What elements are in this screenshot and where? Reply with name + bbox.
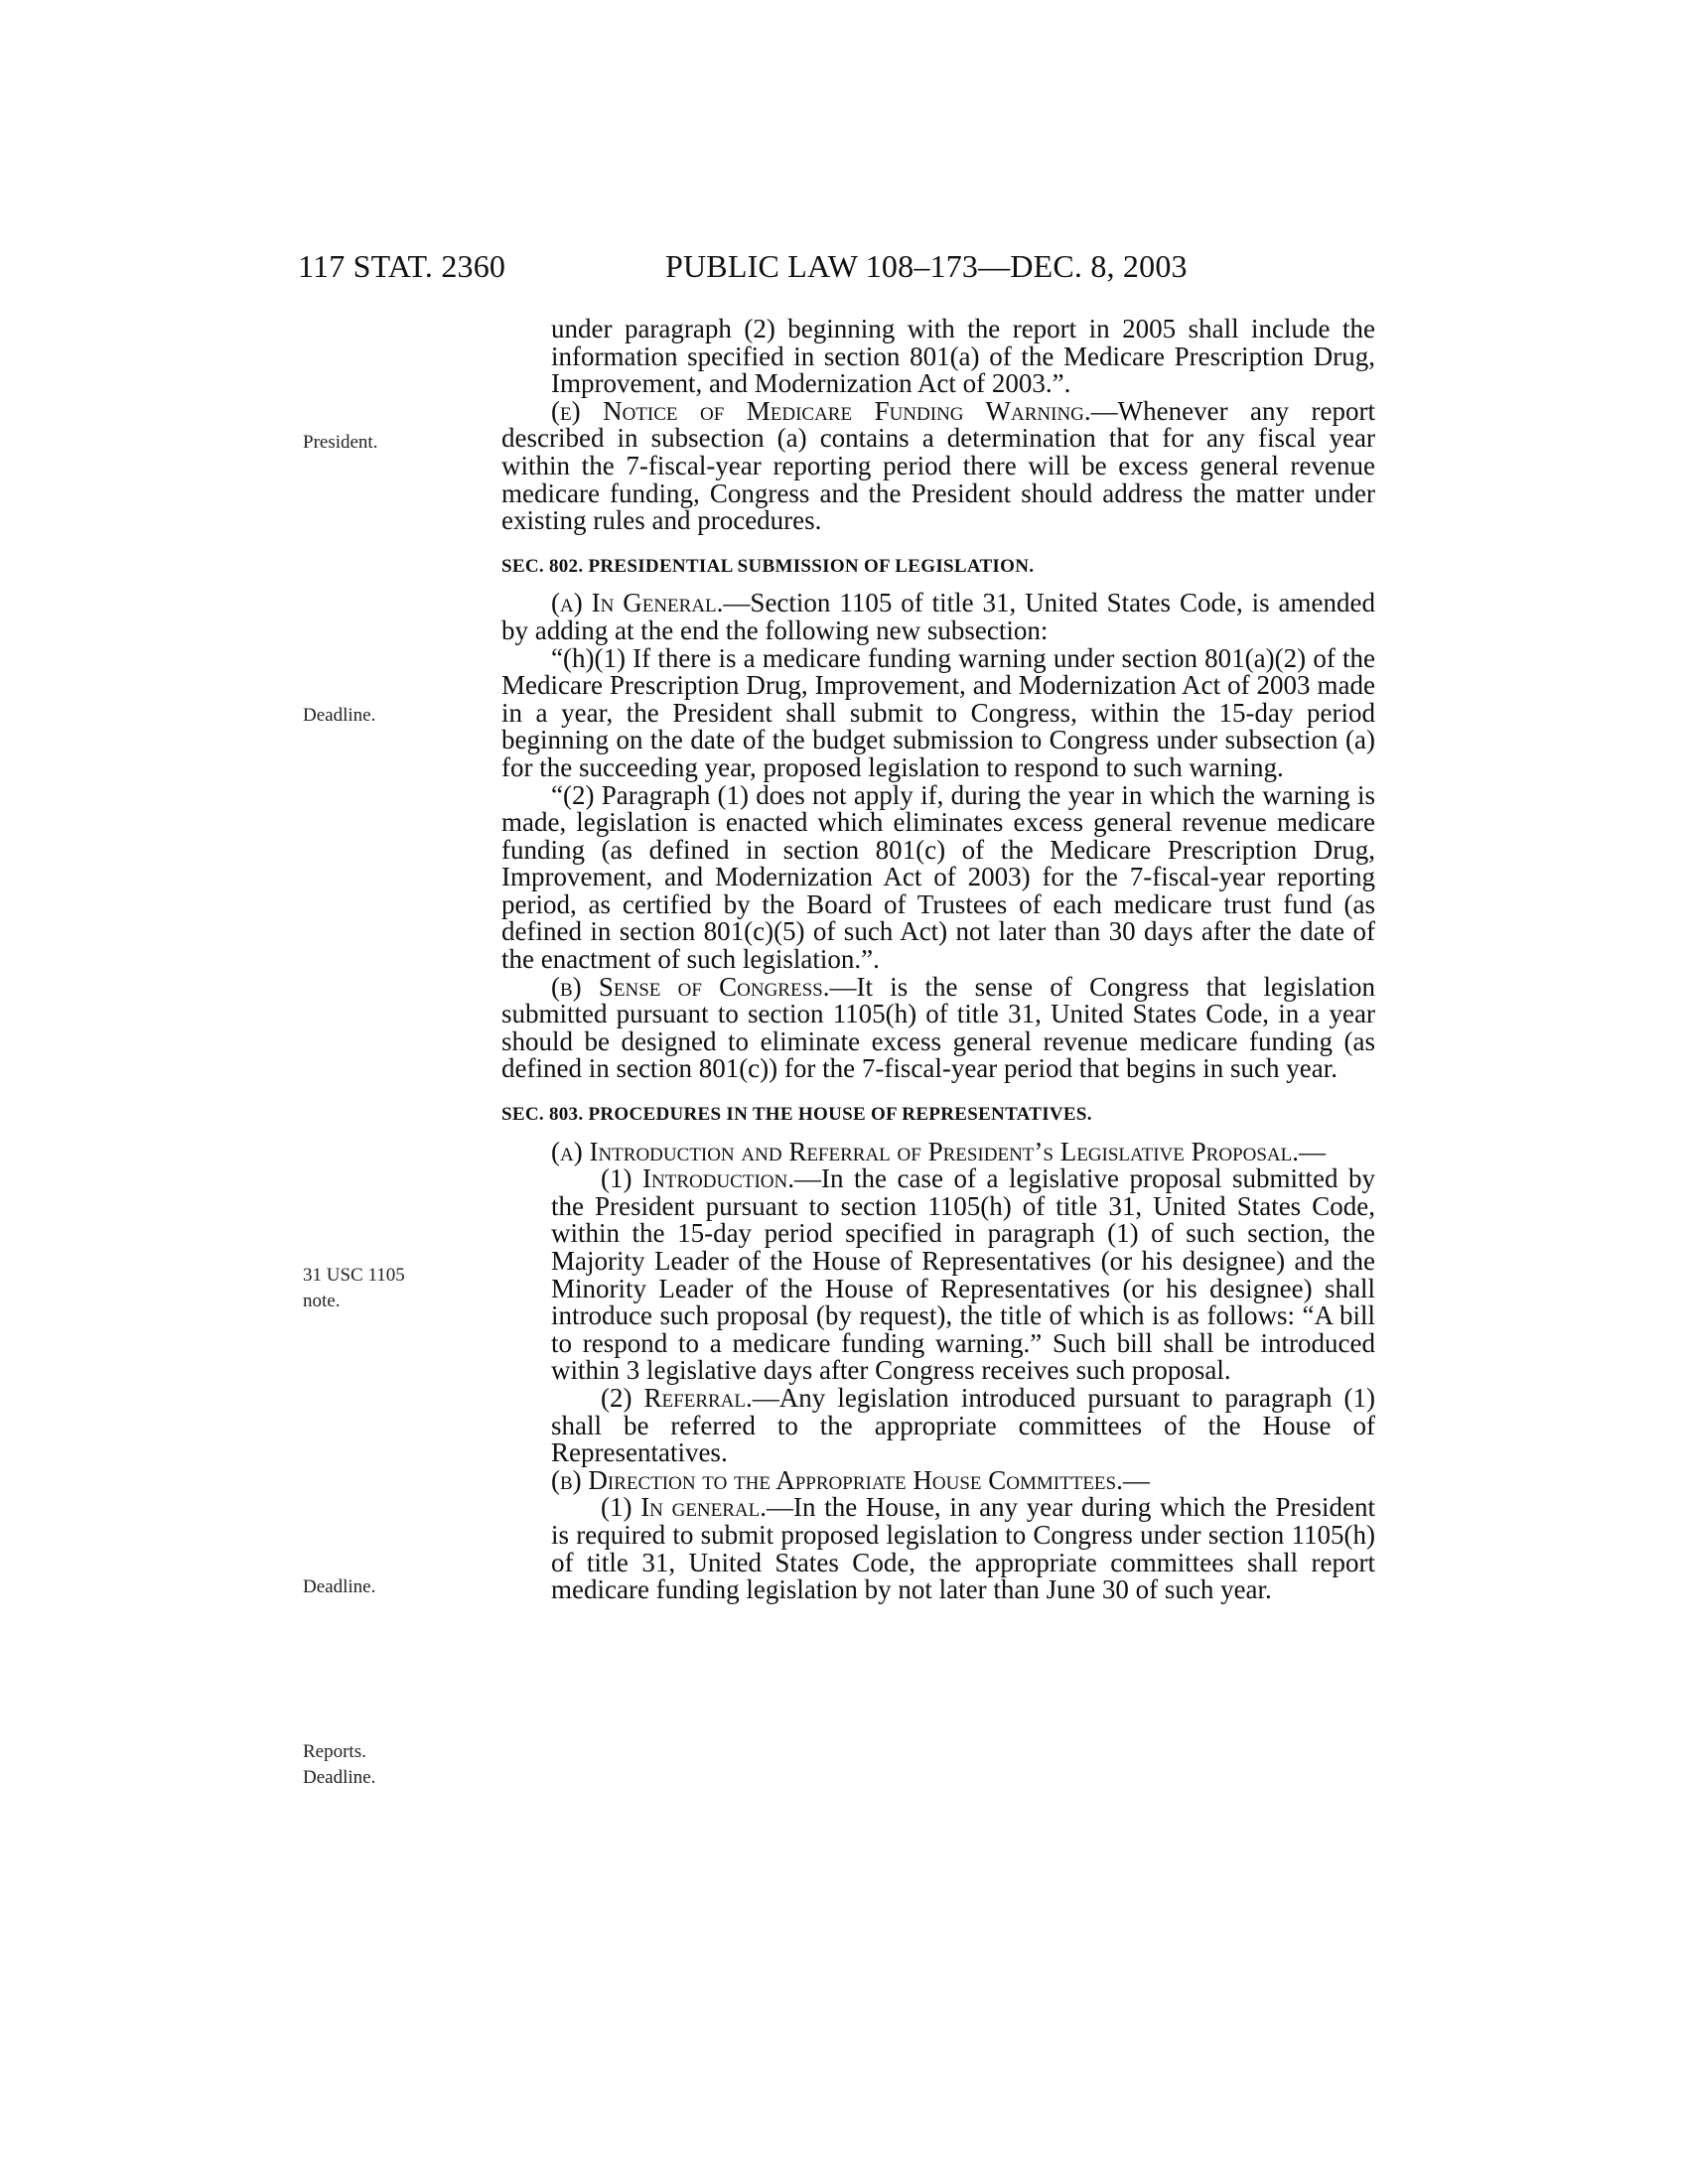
- margin-note-president: President.: [303, 432, 378, 453]
- margin-note-usc-line2: note.: [303, 1291, 341, 1311]
- section-803-a-heading: (a) Introduction and Referral of President’s Legislative Proposal.: [551, 1136, 1300, 1166]
- section-803-a-1-text: —In the case of a legislative proposal submitted by the President pursuant to section 1105(h) of title 31, United States Code, within the 15-day period specified in paragraph (1) of such section, the Majority Leader of the House of Representatives (or his designee) and the Minority Leader of the House of Representatives (or his designee) shall introduce such proposal (by request), the title of which is as follows: “A bill to respond to a medicare funding warning.” Such bill shall be introduced within 3 legislative days after Congress receives such proposal.: [551, 1163, 1376, 1386]
- subsection-h-1: “(h)(1) If there is a medicare funding warning under section 801(a)(2) of the Medicare Prescription Drug, Improvement, and Modernization Act of 2003 made in a year, the President shall submit to Congress, within the 15-day period beginning on the date of the budget submission to Congress under subsection (a) for the succeeding year, proposed legislation to respond to such warning.: [501, 642, 1375, 782]
- margin-note-usc-line1: 31 USC 1105: [303, 1265, 405, 1286]
- section-803-heading: SEC. 803. PROCEDURES IN THE HOUSE OF REPRESENTATIVES.: [501, 1104, 1092, 1126]
- margin-note-usc: [303, 1263, 437, 1314]
- section-803-a-2-text: —Any legislation introduced pursuant to paragraph (1) shall be referred to the appropriate committees of the House of Representatives.: [551, 1382, 1375, 1468]
- section-803-a: [501, 1136, 1375, 1166]
- section-803-a-dash: —: [1299, 1136, 1327, 1166]
- margin-note-deadline: Deadline.: [303, 705, 376, 726]
- subsection-e-heading: (e) Notice of Medicare Funding Warning.: [551, 395, 1091, 426]
- section-802-b: [501, 971, 1375, 1084]
- section-803-b-heading: (b) Direction to the Appropriate House Committees.: [551, 1464, 1123, 1495]
- margin-note-deadline-3: Deadline.: [303, 1767, 376, 1788]
- subsection-e: [501, 395, 1375, 536]
- section-803-a-2-heading: (2) Referral.: [601, 1382, 753, 1413]
- section-803-b-dash: —: [1122, 1464, 1150, 1495]
- subsection-e-text: —Whenever any report described in subsection (a) contains a determination that for any fiscal year within the 7-fiscal-year reporting period there will be excess general revenue medicare funding, Congress and the President should address the matter under existing rules and procedures.: [501, 395, 1375, 536]
- subsection-h-2: “(2) Paragraph (1) does not apply if, during the year in which the warning is made, legislation is enacted which eliminates excess general revenue medicare funding (as defined in section 801(c) of the Medicare Prescription Drug, Improvement, and Modernization Act of 2003) for the 7-fiscal-year reporting period, as certified by the Board of Trustees of each medicare trust fund (as defined in section 801(c)(5) of such Act) not later than 30 days after the date of the enactment of such legislation.”.: [501, 779, 1375, 975]
- paragraph-continuation: under paragraph (2) beginning with the report in 2005 shall include the information specified in section 801(a) of the Medicare Prescription Drug, Improvement, and Modernization Act of 2003.”.: [551, 314, 1375, 399]
- section-803-b-1: [501, 1494, 1375, 1603]
- section-802-a-text: —Section 1105 of title 31, United States Code, is amended by adding at the end the following new subsection:: [501, 588, 1375, 645]
- margin-note-reports: Reports.: [303, 1741, 366, 1762]
- margin-note-reports-deadline: [303, 1739, 437, 1791]
- section-803-a-2: [501, 1382, 1375, 1468]
- margin-note-deadline-2: Deadline.: [303, 1576, 376, 1597]
- section-802-a: [501, 590, 1375, 644]
- statute-page-number: 117 STAT. 2360: [298, 248, 506, 284]
- section-803-a-1: [501, 1165, 1375, 1385]
- section-803-a-1-heading: (1) Introduction.: [601, 1163, 794, 1194]
- page-header: [298, 248, 1380, 288]
- section-802-b-heading: (b) Sense of Congress.: [551, 971, 830, 1002]
- section-803-b-1-text: —In the House, in any year during which the President is required to submit proposed legislation to Congress under section 1105(h) of title 31, United States Code, the appropriate committees shall report medicare funding legislation by not later than June 30 of such year.: [551, 1492, 1375, 1605]
- section-803-b: [501, 1464, 1375, 1495]
- public-law-citation: PUBLIC LAW 108–173—DEC. 8, 2003: [665, 248, 1188, 284]
- section-802-a-heading: (a) In General.: [551, 588, 724, 618]
- section-802-b-text: —It is the sense of Congress that legislation submitted pursuant to section 1105(h) of title 31, United States Code, in a year should be designed to eliminate excess general revenue medicare funding (as defined in section 801(c)) for the 7-fiscal-year period that begins in such year.: [501, 971, 1375, 1084]
- section-802-heading: SEC. 802. PRESIDENTIAL SUBMISSION OF LEGISLATION.: [501, 555, 1035, 577]
- document-body: [501, 316, 1375, 1604]
- section-803-b-1-heading: (1) In general.: [601, 1492, 768, 1523]
